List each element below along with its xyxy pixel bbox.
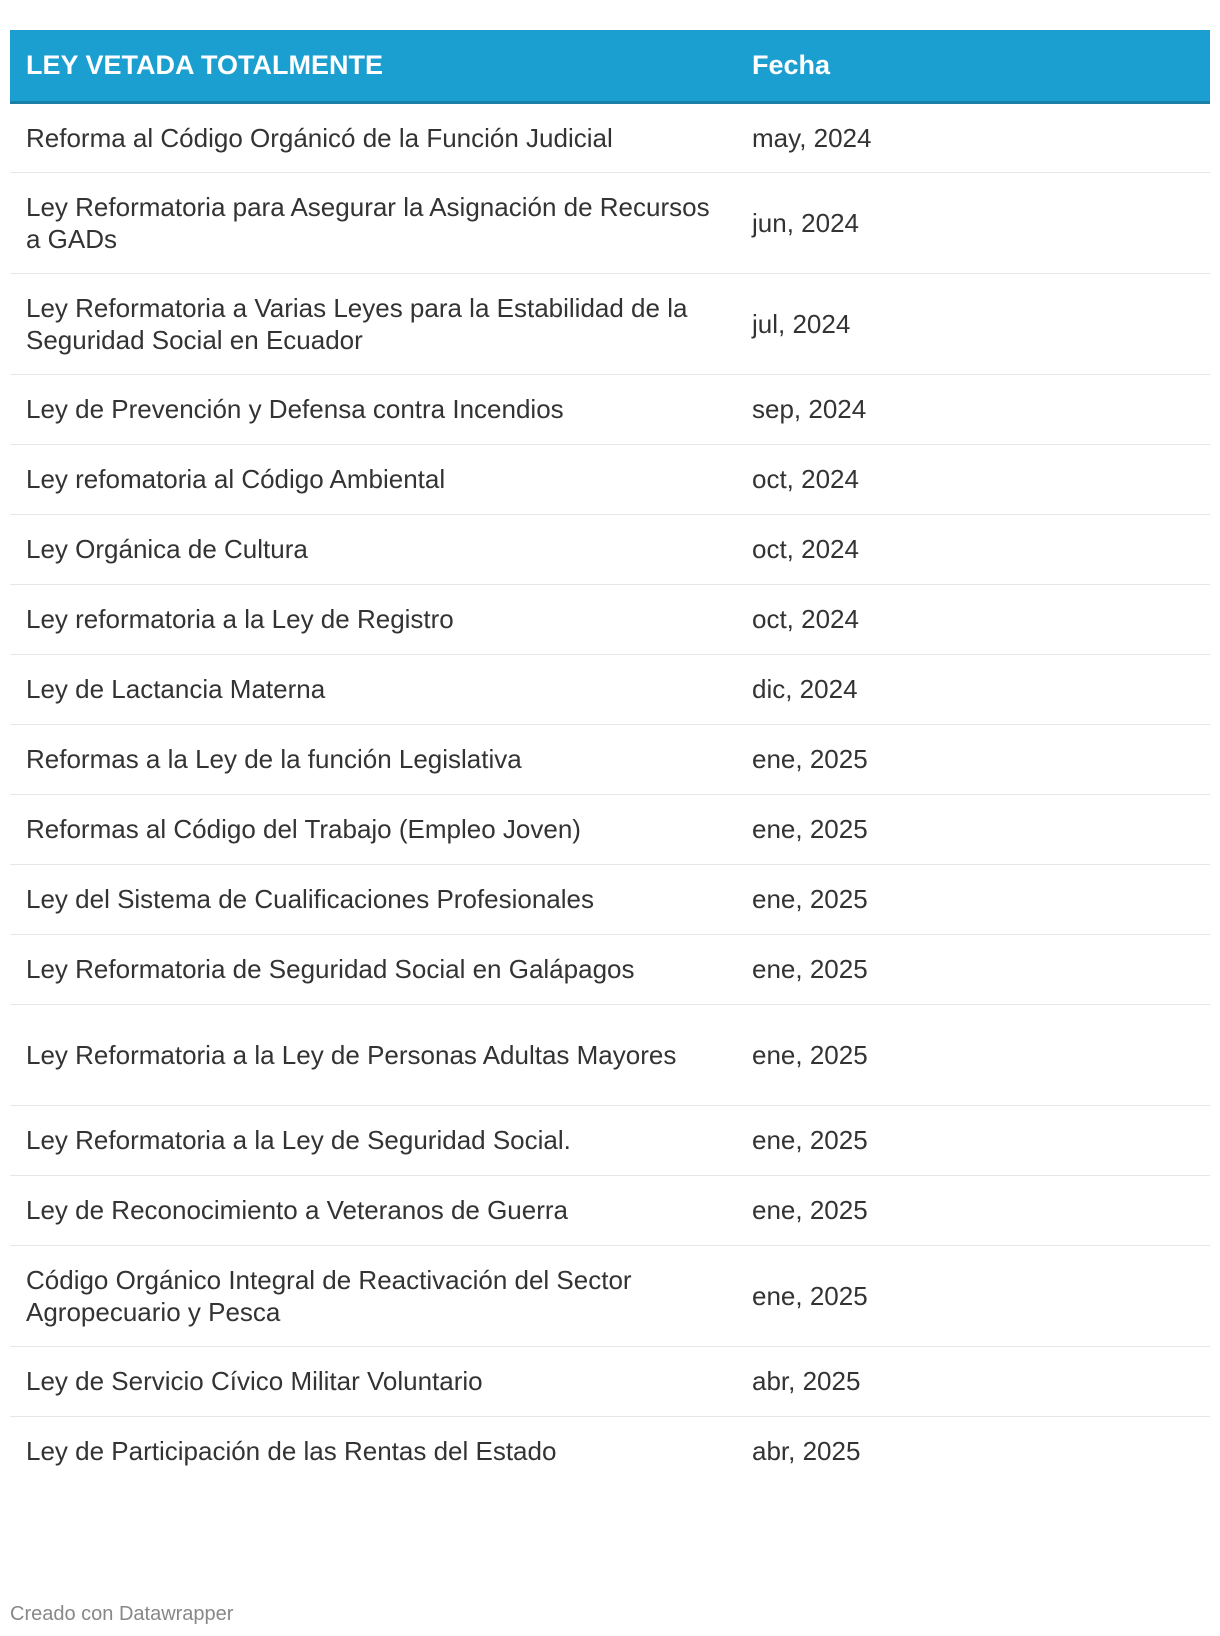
- date-cell: sep, 2024: [736, 374, 1210, 444]
- table-row: [10, 1004, 1210, 1105]
- law-name-cell: Ley Reformatoria de Seguridad Social en Galápagos: [10, 934, 736, 1004]
- law-name-cell: Ley Reformatoria para Asegurar la Asignación de Recursos a GADs: [10, 172, 736, 273]
- date-cell: dic, 2024: [736, 654, 1210, 724]
- table-row: [10, 1416, 1210, 1486]
- table-row: [10, 172, 1210, 273]
- table-row: [10, 1245, 1210, 1346]
- law-name-cell: Ley de Reconocimiento a Veteranos de Guerra: [10, 1175, 736, 1245]
- law-name-cell: Ley de Participación de las Rentas del Estado: [26, 1436, 557, 1467]
- table-row: [10, 102, 1210, 172]
- table-row: [10, 1175, 1210, 1245]
- date-cell: ene, 2025: [736, 934, 1210, 1004]
- date-cell: abr, 2025: [752, 1436, 861, 1467]
- law-name-cell: Ley reformatoria a la Ley de Registro: [10, 584, 736, 654]
- table-header-row: [10, 30, 1210, 102]
- table-row: [10, 514, 1210, 584]
- date-cell: oct, 2024: [736, 444, 1210, 514]
- law-name-cell: Reforma al Código Orgánicó de la Función Judicial: [10, 102, 736, 172]
- law-name-cell: Reformas a la Ley de la función Legislativa: [10, 724, 736, 794]
- law-name-cell: Ley del Sistema de Cualificaciones Profesionales: [10, 864, 736, 934]
- date-cell: jun, 2024: [736, 172, 1210, 273]
- table-row: [10, 654, 1210, 724]
- date-cell: may, 2024: [736, 102, 1210, 172]
- date-cell: oct, 2024: [736, 584, 1210, 654]
- column-header-date[interactable]: Fecha: [736, 30, 1210, 102]
- law-name-cell: Ley Reformatoria a la Ley de Seguridad Social.: [10, 1105, 736, 1175]
- vetoed-laws-table: [10, 30, 1210, 1486]
- law-name-cell: Ley Orgánica de Cultura: [10, 514, 736, 584]
- law-name-cell: Ley Reformatoria a la Ley de Personas Adultas Mayores: [10, 1004, 736, 1105]
- table-row: [10, 864, 1210, 934]
- date-cell: ene, 2025: [736, 794, 1210, 864]
- law-name-cell: Ley Reformatoria a Varias Leyes para la Estabilidad de la Seguridad Social en Ecuador: [10, 273, 736, 374]
- date-cell: ene, 2025: [736, 1004, 1210, 1105]
- table-row: [10, 584, 1210, 654]
- table-row: [10, 724, 1210, 794]
- table-row: [10, 444, 1210, 514]
- date-cell: ene, 2025: [736, 1175, 1210, 1245]
- table-row: [10, 934, 1210, 1004]
- law-name-cell: Ley de Prevención y Defensa contra Incendios: [10, 374, 736, 444]
- law-name-cell: Ley de Servicio Cívico Militar Voluntario: [10, 1346, 736, 1416]
- laws-table-container: [10, 30, 1210, 1486]
- date-cell: abr, 2025: [736, 1346, 1210, 1416]
- date-cell: ene, 2025: [736, 864, 1210, 934]
- table-row: [10, 273, 1210, 374]
- datawrapper-credit[interactable]: Creado con Datawrapper: [10, 1603, 234, 1625]
- date-cell: jul, 2024: [736, 273, 1210, 374]
- table-row: [10, 794, 1210, 864]
- column-header-law[interactable]: LEY VETADA TOTALMENTE: [10, 30, 736, 102]
- law-name-cell: Ley de Lactancia Materna: [10, 654, 736, 724]
- law-name-cell: Ley refomatoria al Código Ambiental: [10, 444, 736, 514]
- date-cell: ene, 2025: [736, 1105, 1210, 1175]
- law-name-cell: Código Orgánico Integral de Reactivación del Sector Agropecuario y Pesca: [10, 1245, 736, 1346]
- date-cell: ene, 2025: [736, 1245, 1210, 1346]
- date-cell: oct, 2024: [736, 514, 1210, 584]
- law-name-cell: Reformas al Código del Trabajo (Empleo Joven): [10, 794, 736, 864]
- date-cell: ene, 2025: [736, 724, 1210, 794]
- table-row: [10, 1105, 1210, 1175]
- table-row: [10, 374, 1210, 444]
- table-row: [10, 1346, 1210, 1416]
